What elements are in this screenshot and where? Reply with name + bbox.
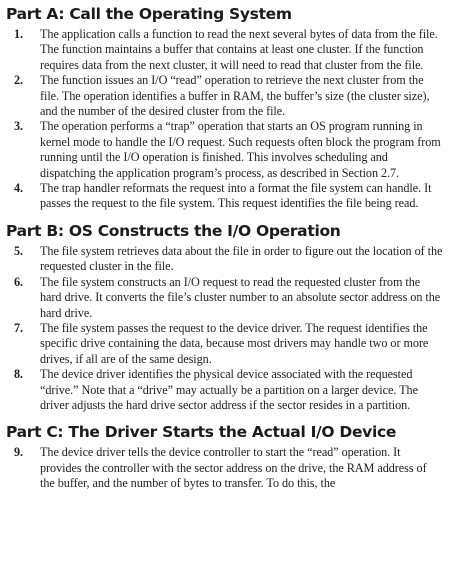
step-number: 6. [14,274,24,289]
step-number: 2. [14,73,24,88]
step-number: 4. [14,181,24,196]
step-1 [6,27,450,73]
step-text: The operation performs a “trap” operation that starts an OS program running in kernel mode to handle the I/O request. Such requests often block the program from running until the I/O operation is finished. This involves scheduling and dispatching the application program’s process, as described in Section 2.7. [40,119,441,180]
section-part-a [6,4,450,212]
section-part-c [6,422,450,491]
step-list-part-a [6,27,450,212]
step-text: The function issues an I/O “read” operation to retrieve the next cluster from the file. The operation identifies a buffer in RAM, the buffer’s size (the cluster size), and the number of the desired cluster from the file. [40,73,430,119]
step-text: The file system retrieves data about the file in order to figure out the location of the requested cluster in the file. [40,243,443,274]
step-5 [6,244,450,275]
step-list-part-c [6,445,450,491]
step-text: The application calls a function to read the next several bytes of data from the file. The function maintains a buffer that contains at least one cluster. If the function requires data from the next cluster, it will need to read that cluster from the file. [40,27,438,72]
section-heading-part-b: Part B: OS Constructs the I/O Operation [6,221,341,240]
step-6 [6,275,450,321]
step-8 [6,367,450,413]
step-9 [6,445,450,491]
step-2 [6,73,450,119]
step-number: 9. [14,445,24,460]
step-number: 8. [14,367,24,382]
step-number: 5. [14,243,24,258]
section-part-b [6,221,450,413]
step-4 [6,181,450,212]
step-text: The device driver identifies the physical device associated with the requested “drive.” Note that a “drive” may actually be a partition on a larger device. The driver adjusts the hard drive sector address if the sector resides in a partition. [40,367,418,412]
step-number: 3. [14,119,24,134]
step-number: 1. [14,27,24,41]
step-number: 7. [14,320,24,335]
step-7 [6,321,450,367]
step-3 [6,119,450,181]
section-heading-part-a: Part A: Call the Operating System [6,5,292,23]
step-text: The file system constructs an I/O request to read the requested cluster from the hard drive. It converts the file’s cluster number to an absolute sector address on the hard drive. [40,274,441,320]
step-list-part-b [6,244,450,413]
step-text: The file system passes the request to the device driver. The request identifies the specific drive containing the data, because most drivers may handle two or more drives, if all are of the same design. [40,320,429,366]
step-text: The trap handler reformats the request into a format the file system can handle. It passes the request to the file system. This request identifies the file being read. [40,181,432,211]
step-text: The device driver tells the device controller to start the “read” operation. It provides the controller with the sector address on the drive, the RAM address of the buffer, and the number of bytes to transfer. To do this, the [40,445,427,491]
section-heading-part-c: Part C: The Driver Starts the Actual I/O Device [6,423,397,442]
